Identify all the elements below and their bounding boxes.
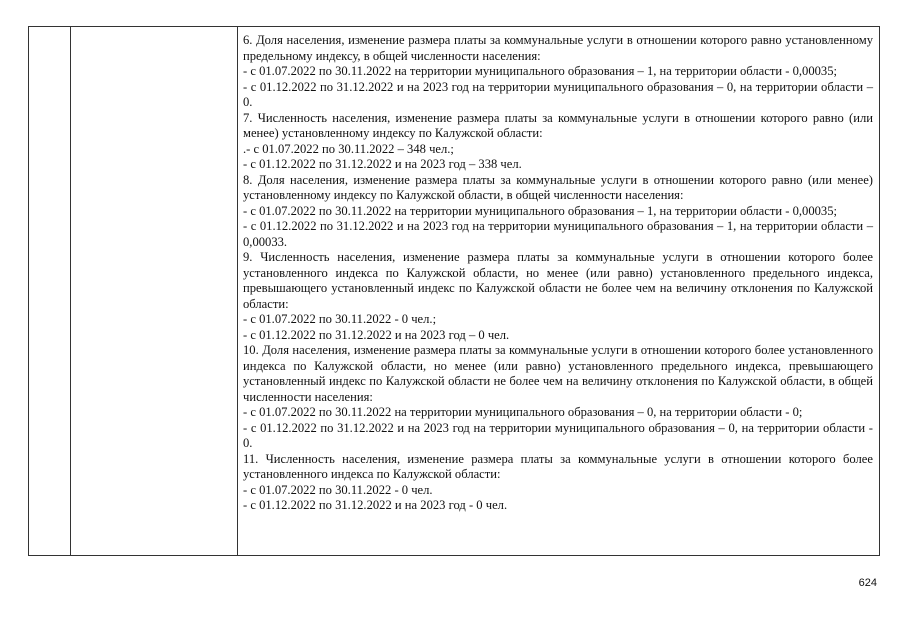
paragraph-11-item-1: - с 01.07.2022 по 30.11.2022 - 0 чел. (243, 482, 433, 497)
page-number: 624 (858, 577, 877, 589)
paragraph-6-item-2: - с 01.12.2022 по 31.12.2022 и на 2023 год на территории муниципального образования – 0, на территории области – 0. (243, 79, 873, 109)
paragraph-7: 7. Численность населения, изменение размера платы за коммунальные услуги в отношении которого равно (или менее) установленному индексу по Калужской области: (243, 110, 873, 140)
paragraph-9-item-1: - с 01.07.2022 по 30.11.2022 - 0 чел.; (243, 312, 437, 326)
paragraph-10: 10. Доля населения, изменение размера платы за коммунальные услуги в отношении которого более установленного индекса по Калужской области, но менее (или равно) установленного предельного индекса, превышающего установленный индекс по Калужской области не более чем на величину отклонения по Калужской области, в общей численности населения: (243, 343, 873, 404)
paragraph-9: 9. Численность населения, изменение размера платы за коммунальные услуги в отношении которого более установленного индекса по Калужской области, но менее (или равно) установленного предельного индекса, превышающего установленный индекс по Калужской области не более чем на величину отклонения по Калужской области: (243, 250, 873, 311)
paragraph-10-item-1: - с 01.07.2022 по 30.11.2022 на территории муниципального образования – 0, на территории области - 0; (243, 405, 803, 419)
paragraph-8-item-1: - с 01.07.2022 по 30.11.2022 на территории муниципального образования – 1, на территории области - 0,00035; (243, 203, 838, 218)
paragraph-6: 6. Доля населения, изменение размера платы за коммунальные услуги в отношении которого равно установленному предельному индексу, в общей численности населения: (243, 33, 873, 63)
paragraph-10-item-2: - с 01.12.2022 по 31.12.2022 и на 2023 год на территории муниципального образования – 0, на территории области - 0. (243, 420, 873, 450)
document-table (28, 26, 880, 556)
paragraph-8-item-2: - с 01.12.2022 по 31.12.2022 и на 2023 год на территории муниципального образования – 1, на территории области – 0,00033. (243, 219, 873, 249)
paragraph-11: 11. Численность населения, изменение размера платы за коммунальные услуги в отношении которого более установленного индекса по Калужской области: (243, 451, 873, 481)
paragraph-6-item-1: - с 01.07.2022 по 30.11.2022 на территории муниципального образования – 1, на территории области - 0,00035; (243, 64, 838, 78)
paragraph-11-item-2: - с 01.12.2022 по 31.12.2022 и на 2023 год - 0 чел. (243, 498, 508, 512)
paragraph-9-item-2: - с 01.12.2022 по 31.12.2022 и на 2023 год – 0 чел. (243, 327, 510, 342)
column-divider-2 (237, 27, 238, 555)
column-divider-1 (70, 27, 71, 555)
paragraph-7-item-2: - с 01.12.2022 по 31.12.2022 и на 2023 год – 338 чел. (243, 157, 522, 171)
table-cell-content (243, 33, 873, 514)
paragraph-7-item-1: .- с 01.07.2022 по 30.11.2022 – 348 чел.; (243, 141, 454, 156)
paragraph-8: 8. Доля населения, изменение размера платы за коммунальные услуги в отношении которого равно (или менее) установленному индексу по Калужской области, в общей численности населения: (243, 172, 873, 202)
